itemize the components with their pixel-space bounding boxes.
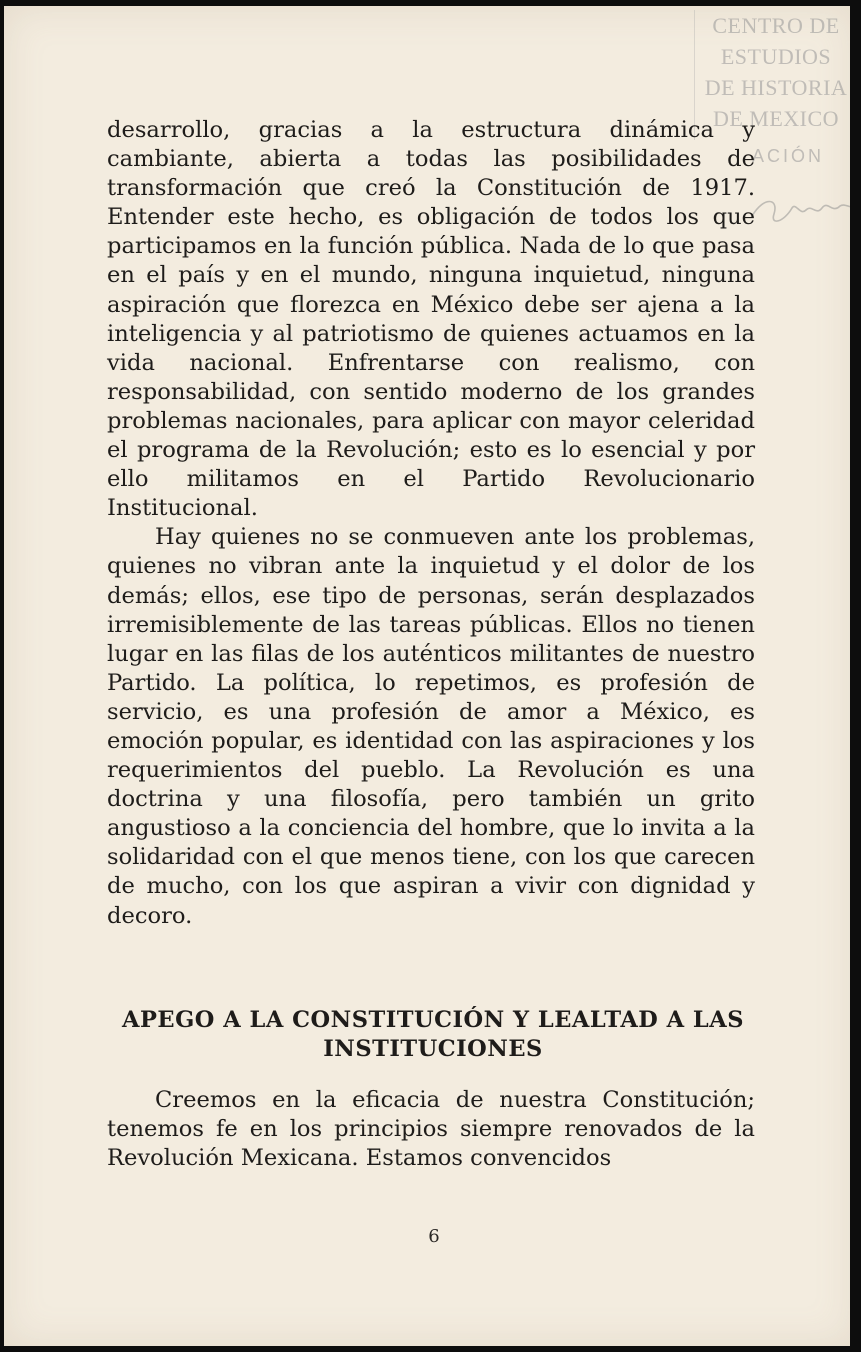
stamp-line: DE HISTORIA xyxy=(704,75,848,100)
stamp-line: ESTUDIOS xyxy=(720,44,832,69)
scan-edge xyxy=(850,0,861,1352)
main-text xyxy=(107,116,755,931)
paragraph-3: Creemos en la eficacia de nuestra Constitución; tenemos fe en los principios siempre renovados de la Revolución Mexicana. Estamos convencidos xyxy=(107,1087,755,1172)
paragraph-1: desarrollo, gracias a la estructura dinámica y cambiante, abierta a todas las posibilidades de transformación que creó la Constitución de 1917. Entender este hecho, es obligación de todos los que participamos en la función pública. Nada de lo que pasa en el país y en el mundo, ninguna inquietud, ninguna aspiración que florezca en México debe ser ajena a la inteligencia y al patriotismo de quienes actuamos en la vida nacional. Enfrentarse con realismo, con responsabilidad, con sentido moderno de los grandes problemas nacionales, para aplicar con mayor celeridad el programa de la Revolución; esto es lo esencial y por ello militamos en el Partido Revolucionario Institucional. xyxy=(107,117,755,522)
paragraph-2: Hay quienes no se conmueven ante los problemas, quienes no vibran ante la inquietud y el dolor de los demás; ellos, ese tipo de personas, serán desplazados irremisiblemente de las tareas públicas. Ellos no tienen lugar en las filas de los auténticos militantes de nuestro Partido. La política, lo repetimos, es profesión de servicio, es una profesión de amor a México, es emoción popular, es identidad con las aspiraciones y los requerimientos del pueblo. La Revolución es una doctrina y una filosofía, pero también un grito angustioso a la conciencia del hombre, que lo invita a la solidaridad con el que menos tiene, con los que carecen de mucho, con los que aspiran a vivir con dignidad y decoro. xyxy=(107,524,755,929)
document-page xyxy=(4,6,855,1346)
signature-mark xyxy=(744,186,855,236)
stamp-subtext: ACIÓN xyxy=(752,146,825,166)
section-text xyxy=(107,1086,755,1173)
stamp-line: DE MEXICO xyxy=(712,106,840,131)
section-heading: APEGO A LA CONSTITUCIÓN Y LEALTAD A LAS INSTITUCIONES xyxy=(122,1007,744,1062)
stamp-line: CENTRO DE xyxy=(712,13,840,38)
page-number: 6 xyxy=(428,1226,440,1247)
